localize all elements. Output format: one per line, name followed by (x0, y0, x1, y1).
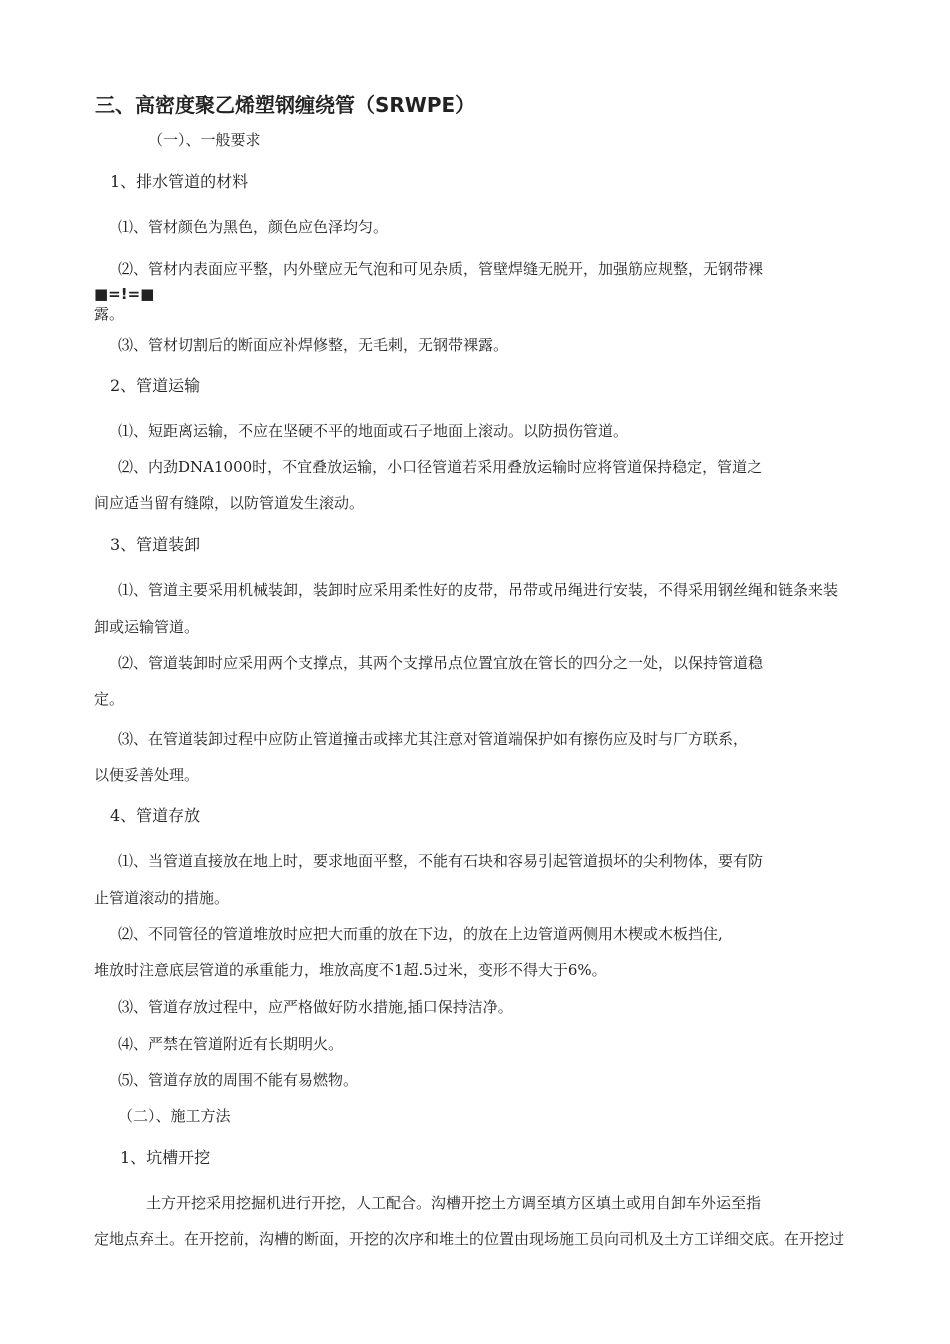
heading-material: 1、排水管道的材料 (110, 172, 249, 191)
heading-trench: 1、坑槽开挖 (120, 1148, 211, 1167)
paragraph-line: ⑴、当管道直接放在地上时，要求地面平整，不能有石块和容易引起管道损坏的尖利物体，要有防 (118, 852, 764, 870)
paragraph-line: 堆放时注意底层管道的承重能力，堆放高度不1超.5过米，变形不得大于6%。 (94, 961, 607, 979)
paragraph-line: ⑷、严禁在管道附近有长期明火。 (118, 1035, 344, 1053)
paragraph-line: 土方开挖采用挖掘机进行开挖，人工配合。沟槽开挖土方调至填方区填土或用自卸车外运至指 (146, 1194, 762, 1212)
paragraph-line: ⑴、管材颜色为黑色，颜色应色泽均匀。 (118, 218, 389, 236)
paragraph-line: 定地点弃土。在开挖前，沟槽的断面，开挖的次序和堆土的位置由现场施工员向司机及土方工详细交底。在开挖过 (94, 1230, 845, 1248)
subsection-heading: （一）、一般要求 (148, 131, 261, 149)
paragraph-line: ⑶、管道存放过程中，应严格做好防水措施,插口保持洁净。 (118, 998, 513, 1016)
subsection-heading: （二）、施工方法 (118, 1107, 231, 1125)
paragraph-line: ⑴、管道主要采用机械装卸，装卸时应采用柔性好的皮带，吊带或吊绳进行安装，不得采用钢丝绳和链条来装 (118, 581, 839, 599)
paragraph-line: 定。 (94, 690, 125, 708)
section-title: 三、高密度聚乙烯塑钢缠绕管（SRWPE） (95, 93, 476, 117)
paragraph-line: ⑵、不同管径的管道堆放时应把大而重的放在下边，的放在上边管道两侧用木楔或木板挡住, (118, 925, 723, 943)
artifact-glyphs: ■=!=■ (94, 285, 155, 303)
paragraph-line: ⑵、管道装卸时应采用两个支撑点，其两个支撑吊点位置宜放在管长的四分之一处，以保持管道稳 (118, 654, 764, 672)
paragraph-line: ⑶、管材切割后的断面应补焊修整，无毛刺，无钢带裸露。 (118, 336, 509, 354)
paragraph-line: ⑵、管材内表面应平整，内外壁应无气泡和可见杂质，管壁焊缝无脱开，加强筋应规整，无钢带裸 (118, 260, 764, 278)
paragraph-line: ⑴、短距离运输，不应在坚硬不平的地面或石子地面上滚动。以防损伤管道。 (118, 422, 629, 440)
heading-transport: 2、管道运输 (110, 376, 201, 395)
paragraph-line: ⑸、管道存放的周围不能有易燃物。 (118, 1071, 359, 1089)
paragraph-line: 以便妥善处理。 (94, 766, 200, 784)
paragraph-line: 卸或运输管道。 (94, 618, 200, 636)
paragraph-line: ⑶、在管道装卸过程中应防止管道撞击或摔尤其注意对管道端保护如有擦伤应及时与厂方联系， (118, 730, 749, 748)
paragraph-line: ⑵、内劲DNA1000时，不宜叠放运输，小口径管道若采用叠放运输时应将管道保持稳定，管道之 (118, 458, 763, 476)
paragraph-line: 止管道滚动的措施。 (94, 889, 230, 907)
heading-storage: 4、管道存放 (110, 806, 201, 825)
paragraph-line: 露。 (94, 305, 125, 323)
heading-loading: 3、管道装卸 (110, 535, 201, 554)
paragraph-line: 间应适当留有缝隙，以防管道发生滚动。 (94, 494, 365, 512)
